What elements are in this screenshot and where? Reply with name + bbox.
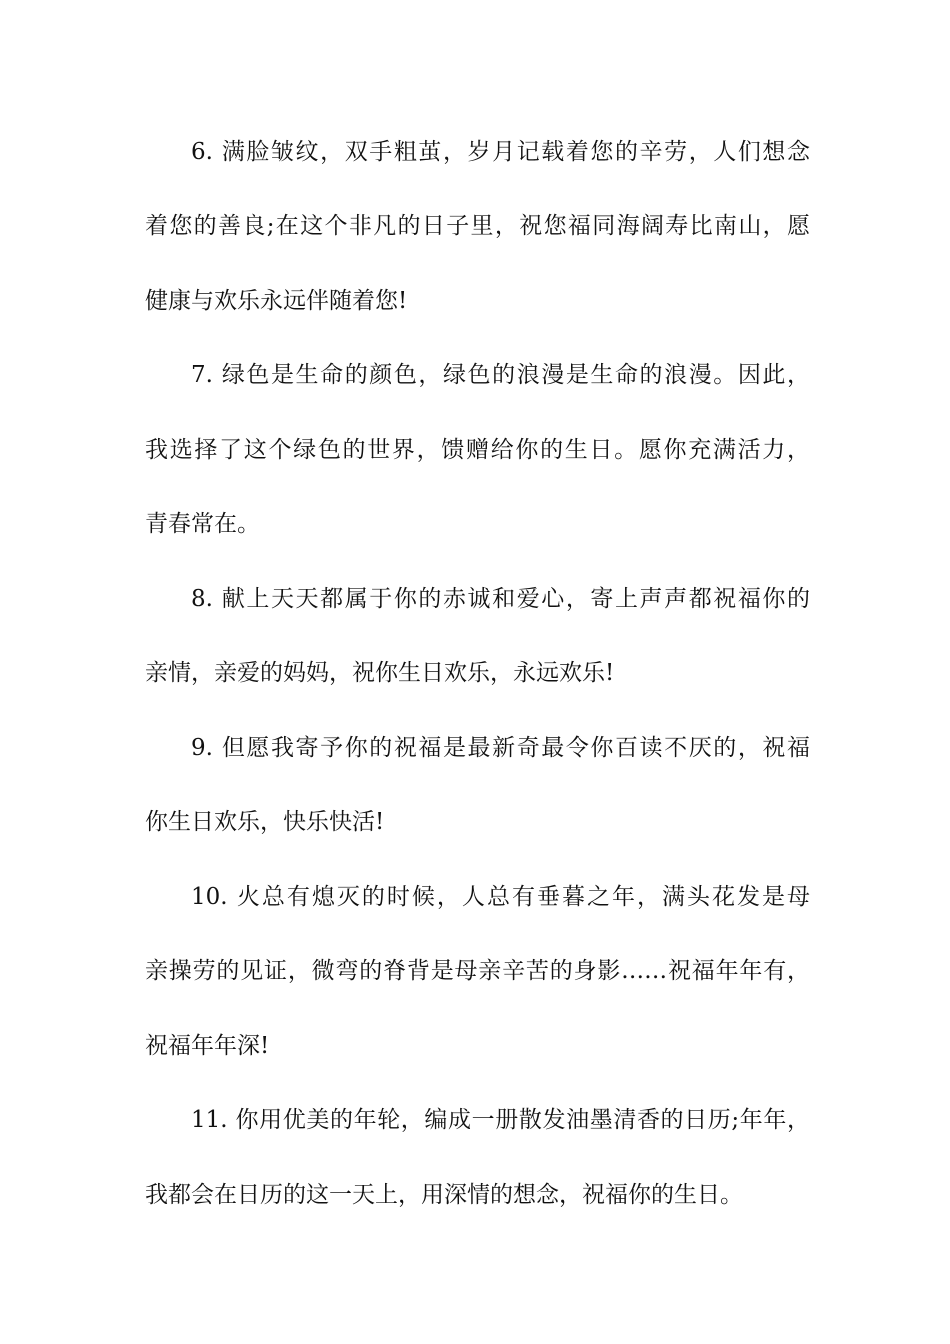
text-line: 9. 但愿我寄予你的祝福是最新奇最令你百读不厌的，祝福 [191,735,810,761]
text-line: 你生日欢乐，快乐快活! [145,809,385,835]
text-line: 10. 火总有熄灭的时候，人总有垂暮之年，满头花发是母 [191,884,810,910]
text-line: 亲情，亲爱的妈妈，祝你生日欢乐，永远欢乐! [145,660,615,686]
text-line: 青春常在。 [145,511,260,537]
text-line: 7. 绿色是生命的颜色，绿色的浪漫是生命的浪漫。因此， [191,362,810,388]
text-line: 我选择了这个绿色的世界，馈赠给你的生日。愿你充满活力， [145,437,810,463]
text-line: 我都会在日历的这一天上，用深情的想念，祝福你的生日。 [145,1182,743,1208]
text-line: 11. 你用优美的年轮，编成一册散发油墨清香的日历;年年， [191,1107,810,1133]
text-line: 6. 满脸皱纹，双手粗茧，岁月记载着您的辛劳，人们想念 [191,139,810,165]
text-line: 健康与欢乐永远伴随着您! [145,288,408,314]
text-line: 8. 献上天天都属于你的赤诚和爱心，寄上声声都祝福你的 [191,586,810,612]
text-line: 亲操劳的见证，微弯的脊背是母亲辛苦的身影……祝福年年有， [145,958,810,984]
text-line: 着您的善良;在这个非凡的日子里，祝您福同海阔寿比南山，愿 [145,213,810,239]
text-line: 祝福年年深! [145,1033,270,1059]
